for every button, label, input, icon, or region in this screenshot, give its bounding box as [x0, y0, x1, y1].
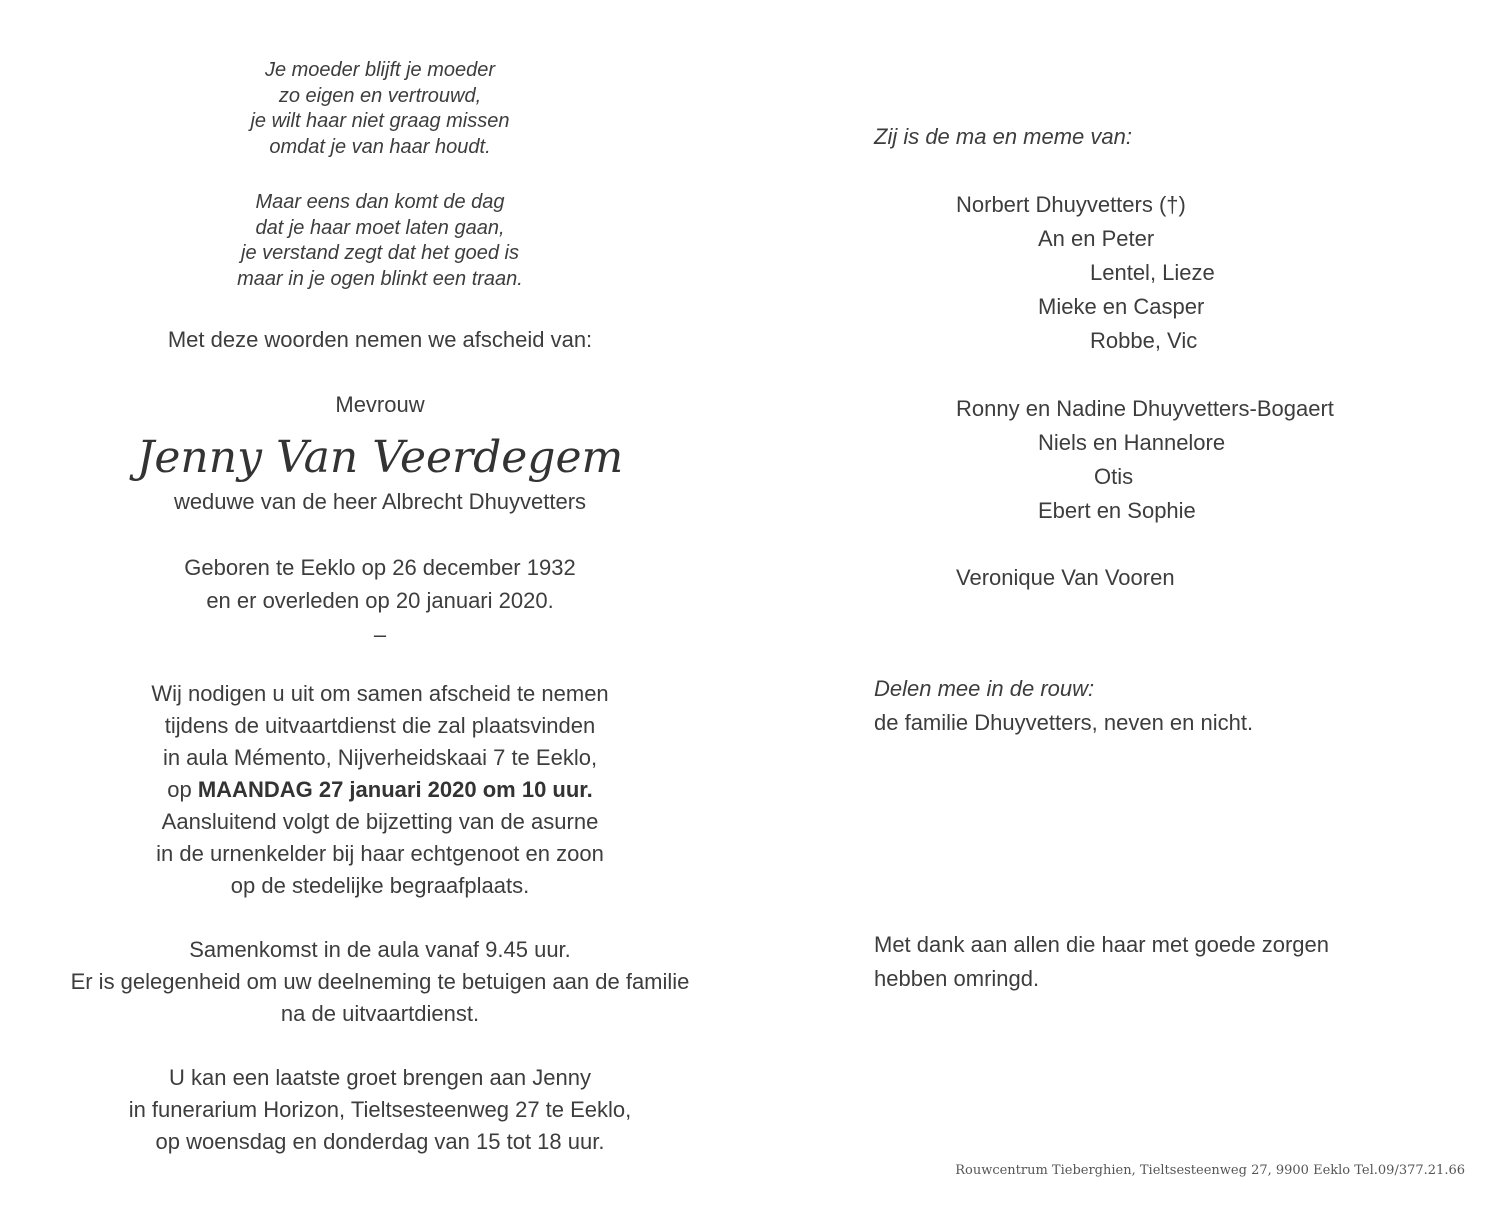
invite-line: op de stedelijke begraafplaats.: [230, 873, 530, 898]
poem-line: maar in je ogen blinkt een traan.: [237, 267, 523, 290]
poem-line: dat je haar moet laten gaan,: [255, 216, 505, 239]
visitation-block: [0, 1062, 760, 1158]
invite-line: in de urnenkelder bij haar echtgenoot en zoon: [156, 841, 604, 866]
poem-stanza-2: [0, 190, 760, 292]
birth-death-info: [0, 551, 760, 617]
family-member: Lentel, Lieze: [1090, 260, 1215, 285]
invite-line: Aansluitend volgt de bijzetting van de asurne: [161, 809, 599, 834]
gather-line: Samenkomst in de aula vanaf 9.45 uur.: [189, 937, 571, 962]
poem-line: Je moeder blijft je moeder: [264, 59, 496, 81]
family-member: An en Peter: [1038, 226, 1155, 251]
family-member: Mieke en Casper: [1038, 294, 1205, 319]
invite-line: Wij nodigen u uit om samen afscheid te nemen: [151, 681, 609, 706]
thanks-line: hebben omringd.: [874, 966, 1040, 991]
funeral-home-footer: Rouwcentrum Tieberghien, Tieltsesteenweg 27, 9900 Eeklo Tel.09/377.21.66: [955, 1163, 1465, 1178]
gather-line: na de uitvaartdienst.: [280, 1001, 480, 1026]
family-member: Niels en Hannelore: [1038, 430, 1226, 455]
gathering-block: [0, 934, 760, 1030]
visit-line: U kan een laatste groet brengen aan Jenny: [169, 1065, 591, 1090]
invite-line: in aula Mémento, Nijverheidskaai 7 te Eeklo,: [162, 745, 598, 770]
birth-line: Geboren te Eeklo op 26 december 1932: [184, 555, 576, 580]
honorific: Mevrouw: [335, 392, 425, 417]
death-line: en er overleden op 20 januari 2020.: [206, 588, 554, 613]
family-member: Veronique Van Vooren: [956, 565, 1175, 590]
visit-line: in funerarium Horizon, Tieltsesteenweg 27 te Eeklo,: [128, 1097, 632, 1122]
family-member: Robbe, Vic: [1090, 328, 1198, 353]
mourning-heading: Delen mee in de rouw:: [874, 676, 1095, 701]
intro-text: Met deze woorden nemen we afscheid van:: [167, 327, 593, 352]
family-member: Ebert en Sophie: [1038, 498, 1196, 523]
family-member: Ronny en Nadine Dhuyvetters-Bogaert: [956, 396, 1334, 421]
mourning-text: de familie Dhuyvetters, neven en nicht.: [874, 710, 1254, 735]
poem-line: je verstand zegt dat het goed is: [241, 242, 519, 264]
poem-line: omdat je van haar houdt.: [269, 135, 491, 158]
deceased-name: Jenny Van Veerdegem: [136, 432, 624, 483]
invite-date-line: [0, 774, 760, 806]
family-member: Norbert Dhuyvetters (†): [956, 192, 1186, 217]
date-prefix: op: [167, 777, 192, 802]
gather-line: Er is gelegenheid om uw deelneming te betuigen aan de familie: [70, 969, 690, 994]
poem-line: zo eigen en vertrouwd,: [278, 84, 482, 107]
invite-line: tijdens de uitvaartdienst die zal plaatsvinden: [164, 713, 596, 738]
service-date: MAANDAG 27 januari 2020 om 10 uur.: [197, 777, 593, 802]
family-member: Otis: [1094, 464, 1134, 489]
family-heading: Zij is de ma en meme van:: [874, 124, 1132, 149]
thanks-line: Met dank aan allen die haar met goede zorgen: [874, 932, 1329, 957]
visit-line: op woensdag en donderdag van 15 tot 18 uur.: [155, 1129, 605, 1154]
separator-dash: –: [373, 622, 387, 647]
poem-line: Maar eens dan komt de dag: [255, 191, 505, 213]
poem-stanza-1: [0, 58, 760, 160]
invitation-block: [0, 678, 760, 902]
poem-line: je wilt haar niet graag missen: [250, 110, 510, 132]
widow-line: weduwe van de heer Albrecht Dhuyvetters: [173, 489, 587, 514]
